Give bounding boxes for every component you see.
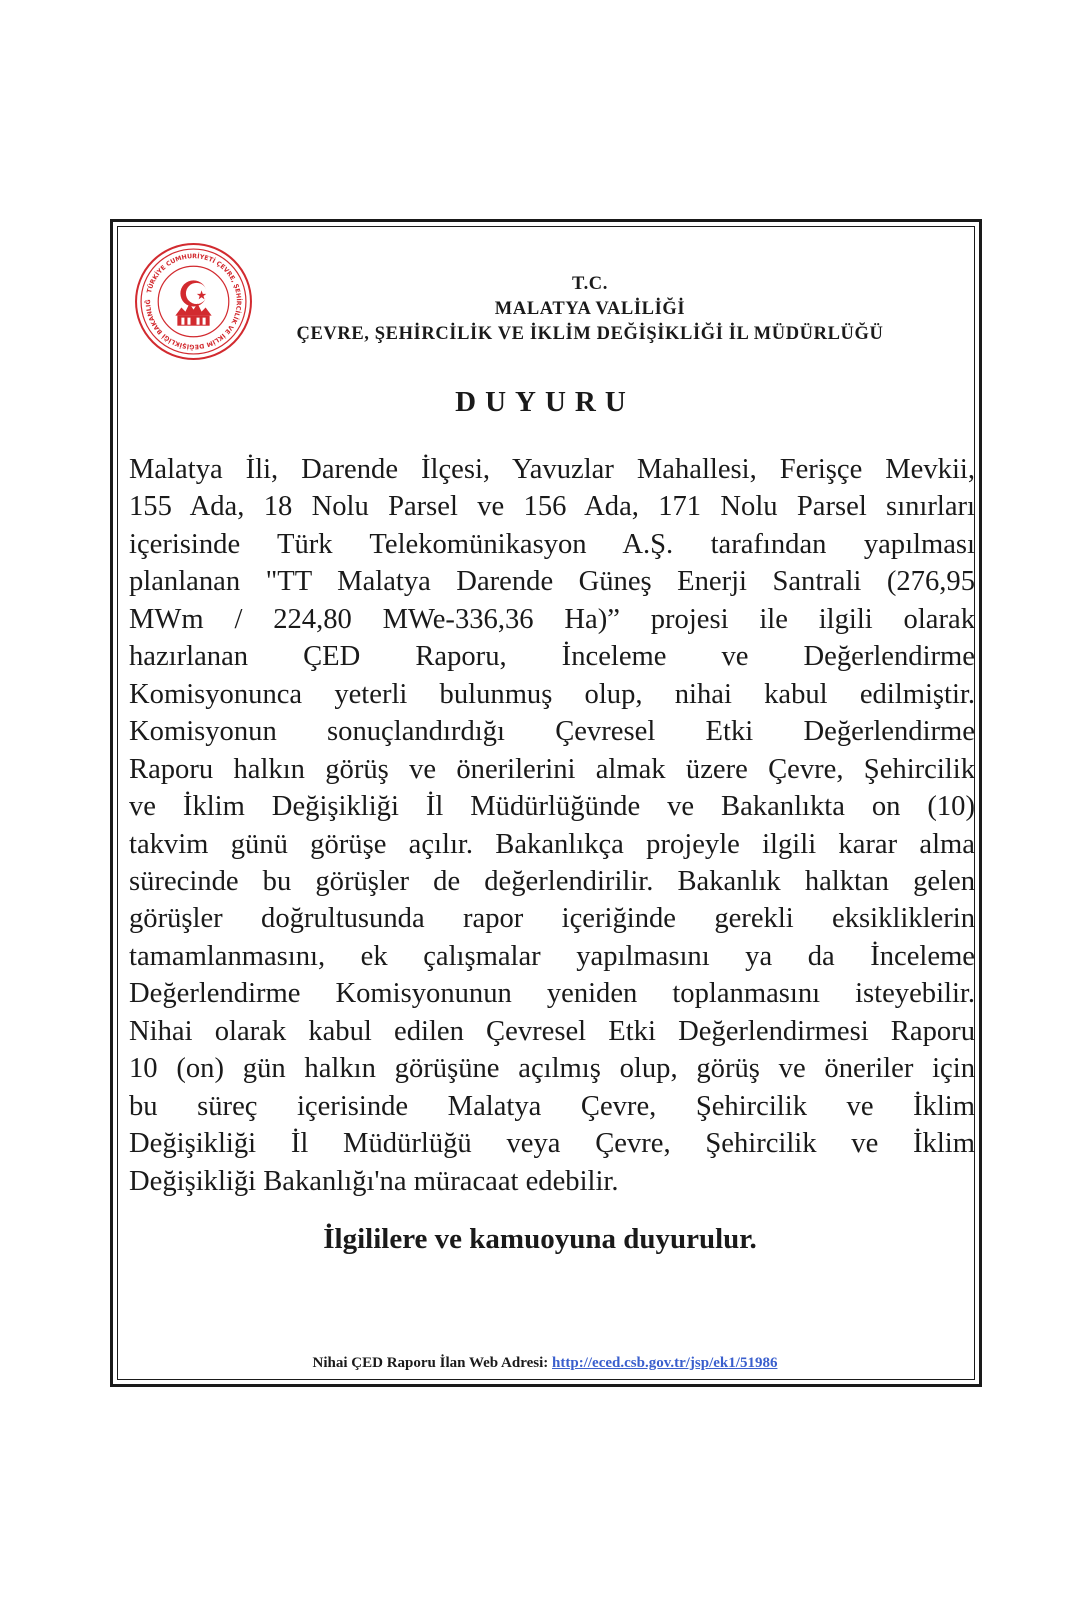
- body-line: Raporu halkın görüş ve önerilerini almak üzere Çevre, Şehircilik: [129, 753, 975, 785]
- body-line: Komisyonun sonuçlandırdığı Çevresel Etki Değerlendirme: [129, 716, 975, 748]
- body-line: Nihai olarak kabul edilen Çevresel Etki Değerlendirmesi Raporu: [129, 1015, 975, 1047]
- body-line: Komisyonunca yeterli bulunmuş olup, nihai kabul edilmiştir.: [129, 678, 975, 710]
- closing-statement: İlgililere ve kamuoyuna duyurulur.: [323, 1223, 757, 1255]
- institution-header: [260, 272, 920, 347]
- body-line: 10 (on) gün halkın görüşüne açılmış olup, görüş ve öneriler için: [129, 1053, 975, 1085]
- body-line: 155 Ada, 18 Nolu Parsel ve 156 Ada, 171 Nolu Parsel sınırları: [129, 491, 975, 523]
- body-line: takvim günü görüşe açılır. Bakanlıkça projeyle ilgili karar alma: [129, 828, 975, 860]
- announcement-body: [129, 451, 975, 1200]
- header-tc: T.C.: [572, 274, 608, 294]
- body-line: bu süreç içerisinde Malatya Çevre, Şehircilik ve İklim: [129, 1090, 975, 1122]
- header-directorate: ÇEVRE, ŞEHİRCİLİK VE İKLİM DEĞİŞİKLİĞİ İL MÜDÜRLÜĞÜ: [296, 324, 884, 344]
- header-governorship: MALATYA VALİLİĞİ: [494, 299, 686, 319]
- body-line: ve İklim Değişikliği İl Müdürlüğünde ve Bakanlıkta on (10): [129, 791, 975, 823]
- body-line: MWm / 224,80 MWe-336,36 Ha)” projesi ile ilgili olarak: [129, 603, 975, 635]
- body-line: Değişikliği İl Müdürlüğü veya Çevre, Şehircilik ve İklim: [129, 1128, 975, 1160]
- body-line: Değişikliği Bakanlığı'na müracaat edebilir.: [129, 1165, 619, 1197]
- body-line: planlanan "TT Malatya Darende Güneş Enerji Santrali (276,95: [129, 566, 975, 598]
- body-line: görüşler doğrultusunda rapor içeriğinde gerekli eksikliklerin: [129, 903, 975, 935]
- body-line: hazırlanan ÇED Raporu, İnceleme ve Değerlendirme: [129, 641, 975, 673]
- body-line: içerisinde Türk Telekomünikasyon A.Ş. tarafından yapılması: [129, 528, 975, 560]
- body-line: tamamlanmasını, ek çalışmalar yapılmasını ya da İnceleme: [129, 940, 975, 972]
- announcement-title: DUYURU: [455, 386, 635, 418]
- seal-ring-text: TÜRKİYE CUMHURİYETİ ÇEVRE, ŞEHİRCİLİK VE İKLİM DEĞİŞİKLİĞİ BAKANLIĞ: [145, 253, 242, 350]
- report-link[interactable]: http://eced.csb.gov.tr/jsp/ek1/51986: [552, 1355, 778, 1371]
- footer-web-address: [130, 1355, 960, 1372]
- ministry-seal-logo-icon: [133, 241, 254, 362]
- footer-label: Nihai ÇED Raporu İlan Web Adresi:: [312, 1355, 553, 1371]
- body-line: Değerlendirme Komisyonunun yeniden toplanmasını isteyebilir.: [129, 978, 975, 1010]
- body-line: Malatya İli, Darende İlçesi, Yavuzlar Mahallesi, Ferişçe Mevkii,: [129, 454, 975, 485]
- body-line: sürecinde bu görüşler de değerlendirilir. Bakanlık halktan gelen: [129, 865, 975, 897]
